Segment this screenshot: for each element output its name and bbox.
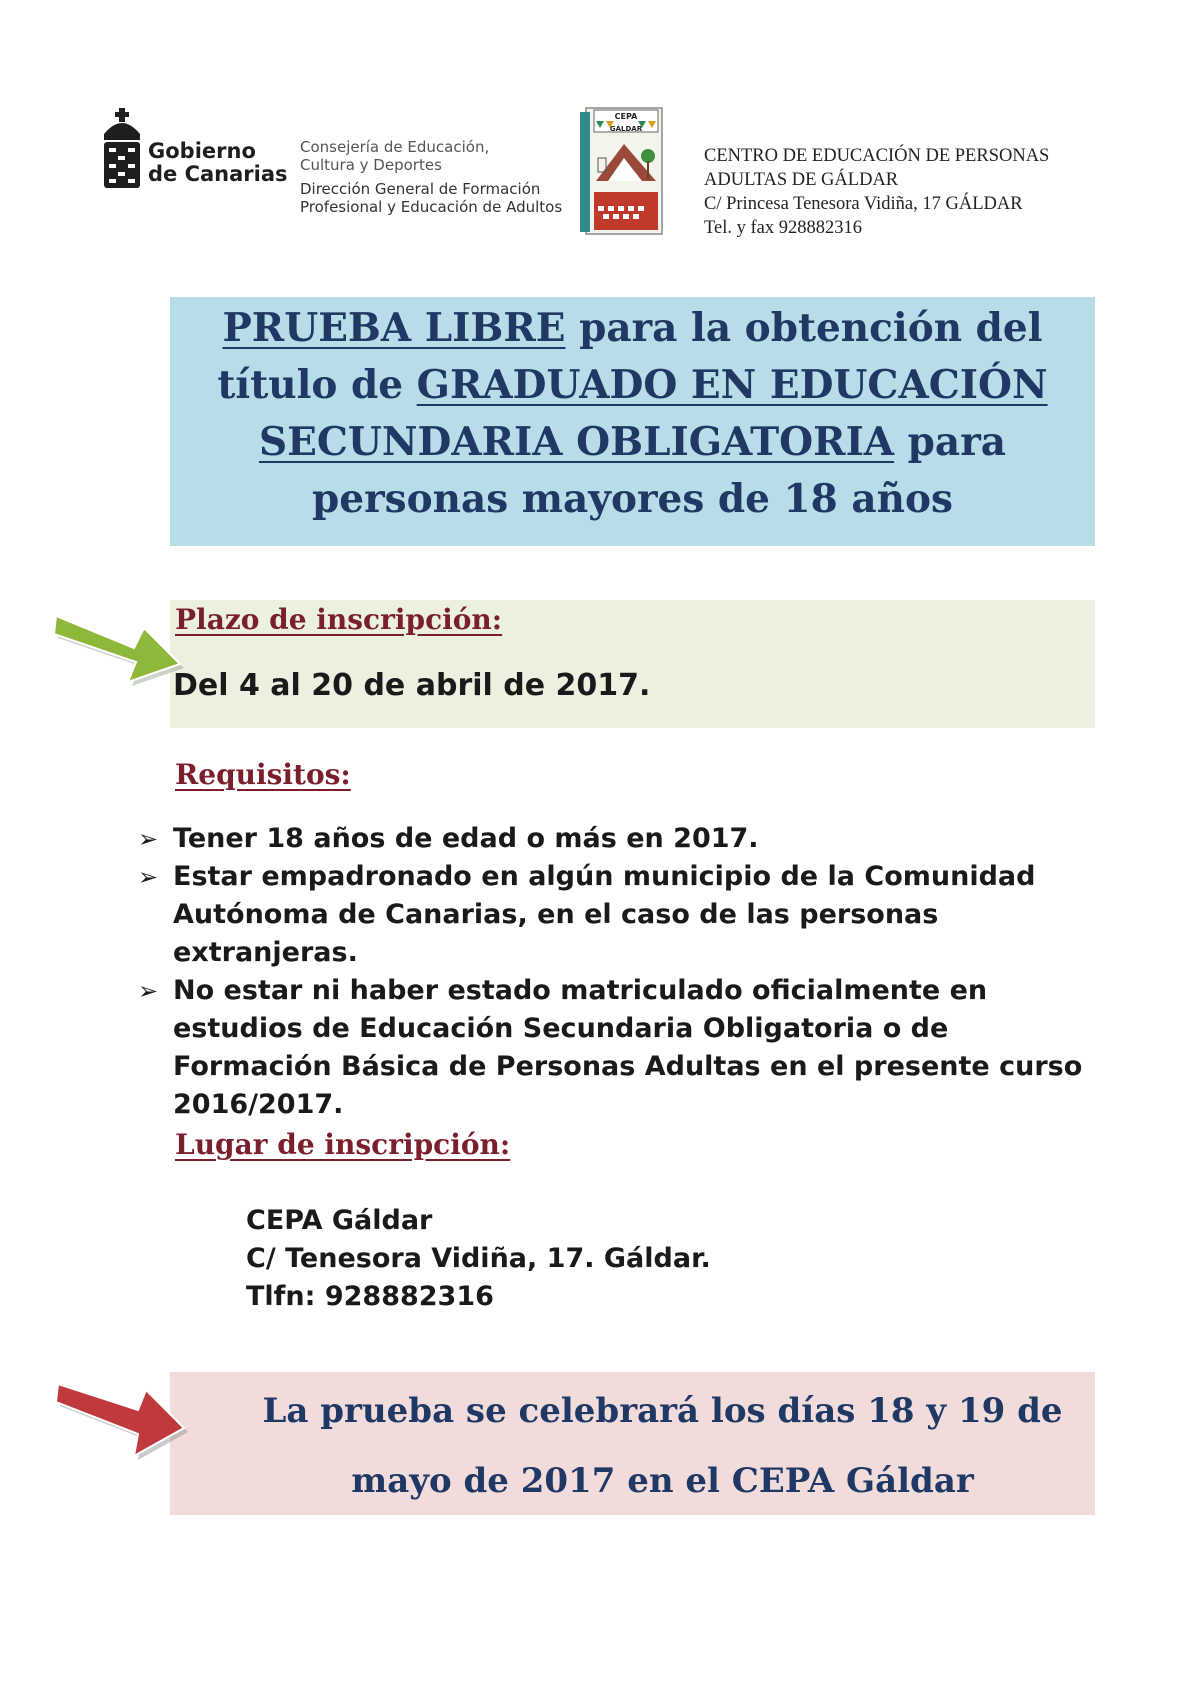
- gobierno-name-line1: Gobierno: [148, 139, 256, 163]
- arrow-bullet-icon: ➢: [138, 863, 159, 891]
- requisito-text: No estar ni haber estado matriculado oficialmente en estudios de Educación Secundaria Obligatoria o de Formación Básica de Personas Adultas en el presente curso 2016/2017.: [173, 975, 1083, 1120]
- requisitos-heading: Requisitos:: [175, 758, 351, 791]
- title-part3: GRADUADO EN EDUCACIÓN SECUNDARIA OBLIGATORIA: [258, 362, 1048, 465]
- department-line3: Dirección General de Formación: [300, 180, 541, 198]
- page-title: [170, 300, 1095, 528]
- department-line2: Cultura y Deportes: [300, 156, 442, 174]
- gobierno-name: [148, 140, 288, 186]
- lugar-name: CEPA Gáldar: [246, 1205, 433, 1236]
- green-arrow-icon: [50, 576, 190, 686]
- list-item: [138, 858, 1098, 972]
- list-item: [138, 972, 1098, 1124]
- lugar-phone: Tlfn: 928882316: [246, 1281, 494, 1312]
- arrow-bullet-icon: ➢: [138, 825, 159, 853]
- cepa-galdar-logo: [580, 106, 665, 236]
- lugar-address: [246, 1202, 711, 1316]
- requisitos-list: [138, 820, 1098, 1124]
- center-info: [704, 144, 1049, 240]
- title-part4: para personas mayores de 18 años: [312, 419, 1007, 522]
- center-line1: CENTRO DE EDUCACIÓN DE PERSONAS: [704, 146, 1050, 166]
- lugar-street: C/ Tenesora Vidiña, 17. Gáldar.: [246, 1243, 711, 1274]
- department-line4: Profesional y Educación de Adultos: [300, 198, 563, 216]
- department-line1: Consejería de Educación,: [300, 138, 490, 156]
- gobierno-name-line2: de Canarias: [148, 162, 288, 186]
- department-text: [300, 138, 562, 216]
- gobierno-emblem-icon: [100, 108, 144, 190]
- title-part2: para la obtención del título de: [217, 305, 1043, 408]
- fecha-prueba: La prueba se celebrará los días 18 y 19 de mayo de 2017 en el CEPA Gáldar: [262, 1391, 1063, 1501]
- arrow-bullet-icon: ➢: [138, 977, 159, 1005]
- center-phone: Tel. y fax 928882316: [704, 218, 862, 238]
- center-line3: C/ Princesa Tenesora Vidiña, 17 GÁLDAR: [704, 194, 1023, 214]
- list-item: [138, 820, 1098, 858]
- cepa-logo-top-text: CEPA: [614, 112, 638, 121]
- plazo-heading: Plazo de inscripción:: [175, 603, 503, 636]
- center-line2: ADULTAS DE GÁLDAR: [704, 170, 899, 190]
- title-part1: PRUEBA LIBRE: [222, 305, 566, 351]
- requisito-text: Tener 18 años de edad o más en 2017.: [173, 823, 759, 854]
- requisito-text: Estar empadronado en algún municipio de la Comunidad Autónoma de Canarias, en el caso de las personas extranjeras.: [173, 861, 1036, 968]
- cepa-logo-bottom-text: GÁLDAR: [609, 125, 643, 133]
- lugar-heading: Lugar de inscripción:: [175, 1128, 511, 1161]
- plazo-date: Del 4 al 20 de abril de 2017.: [173, 668, 651, 703]
